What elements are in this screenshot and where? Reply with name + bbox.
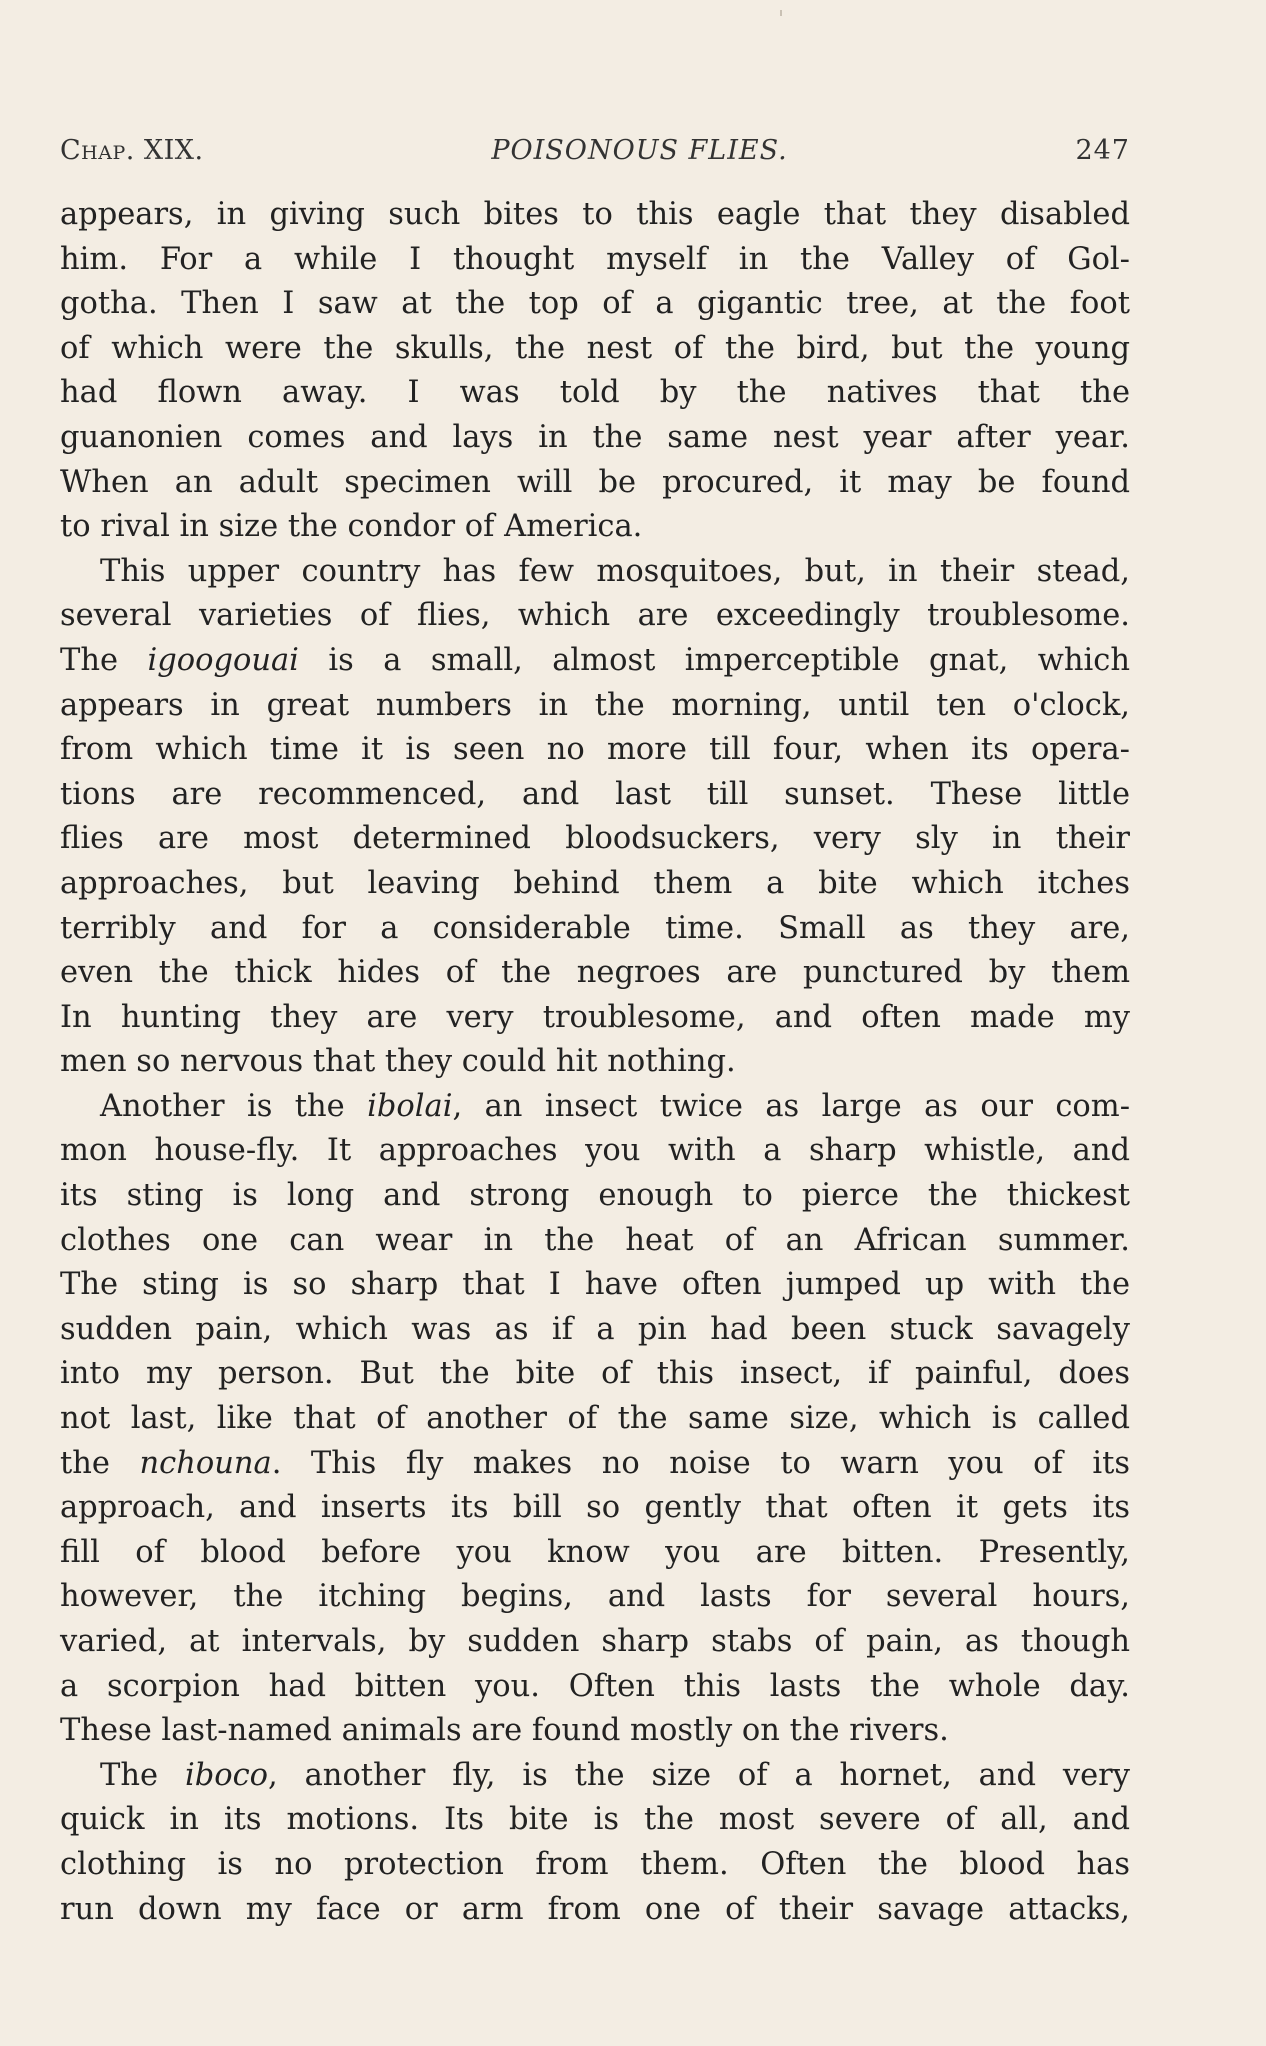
chapter-label: Chap. XIX. xyxy=(60,135,204,166)
text-line: flies are most determined bloodsuckers, very sly in their xyxy=(60,821,1130,857)
paragraph xyxy=(60,550,1130,1085)
text-line: of which were the skulls, the nest of the bird, but the young xyxy=(60,330,1130,366)
italic-term: igoogouai xyxy=(147,642,299,678)
running-head xyxy=(60,135,1130,175)
text-line: clothing is no protection from them. Often the blood has xyxy=(60,1846,1130,1882)
text-line: approaches, but leaving behind them a bite which itches xyxy=(60,865,1130,901)
text-line: mon house-fly. It approaches you with a sharp whistle, and xyxy=(60,1133,1130,1169)
text-line: The iboco, another fly, is the size of a hornet, and very xyxy=(100,1757,1130,1793)
text-line: a scorpion had bitten you. Often this lasts the whole day. xyxy=(60,1668,1130,1704)
text-line: tions are recommenced, and last till sunset. These little xyxy=(60,776,1130,812)
text-line: had flown away. I was told by the natives that the xyxy=(60,375,1130,411)
book-page xyxy=(60,135,1130,1985)
text-line: This upper country has few mosquitoes, but, in their stead, xyxy=(100,553,1130,589)
text-line: him. For a while I thought myself in the Valley of Gol- xyxy=(60,241,1130,277)
text-line: terribly and for a considerable time. Small as they are, xyxy=(60,910,1130,946)
text-line: varied, at intervals, by sudden sharp stabs of pain, as though xyxy=(60,1624,1130,1659)
chapter-title: POISONOUS FLIES. xyxy=(491,135,788,166)
text-line: gotha. Then I saw at the top of a gigantic tree, at the foot xyxy=(60,286,1130,322)
text-line: not last, like that of another of the same size, which is called xyxy=(60,1401,1130,1437)
paragraph xyxy=(60,1754,1130,1932)
text-line: into my person. But the bite of this insect, if painful, does xyxy=(60,1356,1130,1392)
text-line: its sting is long and strong enough to pierce the thickest xyxy=(60,1178,1130,1214)
text-line: men so nervous that they could hit nothing. xyxy=(60,1044,736,1080)
page-number: 247 xyxy=(1075,135,1130,166)
text-line: sudden pain, which was as if a pin had been stuck savagely xyxy=(60,1311,1130,1347)
text-line: guanonien comes and lays in the same nest year after year. xyxy=(60,419,1130,455)
text-line: several varieties of flies, which are exceedingly troublesome. xyxy=(60,598,1130,634)
text-line: however, the itching begins, and lasts for several hours, xyxy=(60,1579,1130,1615)
italic-term: iboco xyxy=(184,1757,269,1793)
page-speck xyxy=(780,10,782,16)
text-line: appears, in giving such bites to this eagle that they disabled xyxy=(60,197,1130,232)
text-line: even the thick hides of the negroes are punctured by them xyxy=(60,955,1130,991)
text-line: run down my face or arm from one of their savage attacks, xyxy=(60,1891,1130,1927)
paragraph xyxy=(60,1085,1130,1754)
text-line: The sting is so sharp that I have often jumped up with the xyxy=(60,1267,1130,1303)
text-line: clothes one can wear in the heat of an African summer. xyxy=(60,1222,1130,1258)
text-line: Another is the ibolai, an insect twice as large as our com- xyxy=(100,1088,1130,1124)
paragraph xyxy=(60,193,1130,550)
text-line: from which time it is seen no more till four, when its opera- xyxy=(60,732,1130,768)
text-line: When an adult specimen will be procured, it may be found xyxy=(60,464,1130,500)
text-line: appears in great numbers in the morning, until ten o'clock, xyxy=(60,687,1130,723)
text-line: In hunting they are very troublesome, and often made my xyxy=(60,999,1130,1035)
text-line: to rival in size the condor of America. xyxy=(60,509,643,545)
italic-term: nchouna xyxy=(139,1445,272,1481)
text-line: quick in its motions. Its bite is the most severe of all, and xyxy=(60,1802,1130,1838)
italic-term: ibolai xyxy=(367,1088,453,1124)
text-line: The igoogouai is a small, almost imperceptible gnat, which xyxy=(60,642,1130,678)
text-line: These last-named animals are found mostly on the rivers. xyxy=(60,1713,949,1749)
text-line: approach, and inserts its bill so gently that often it gets its xyxy=(60,1490,1130,1526)
body-text xyxy=(60,193,1130,1932)
text-line: the nchouna. This fly makes no noise to warn you of its xyxy=(60,1445,1130,1481)
text-line: fill of blood before you know you are bitten. Presently, xyxy=(60,1534,1130,1570)
